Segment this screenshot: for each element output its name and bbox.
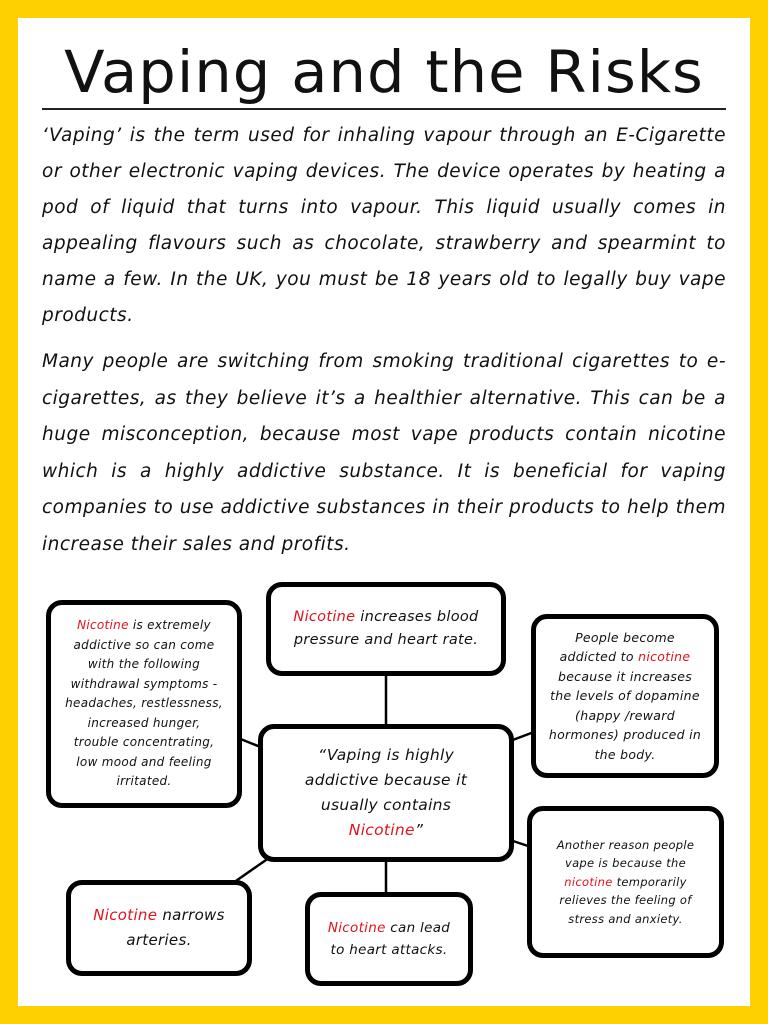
stress-text: Another reason people vape is because the <box>556 837 695 871</box>
center-text: “Vaping is highly addictive because it usually contains <box>304 746 468 814</box>
stress-text-end: temporarily relieves the feeling of stress and anxiety. <box>559 874 692 926</box>
dopamine-text-end: because it increases the levels of dopamine (happy /reward hormones) produced in the body. <box>548 668 702 762</box>
center-node <box>258 724 514 862</box>
misconception-paragraph: Many people are switching from smoking traditional cigarettes to e-cigarettes, as they believe it’s a healthier alternative. This can be a huge misconception, because most vape products contain nicotine which is a highly addictive substance. It is beneficial for vaping companies to use addictive substances in their products to help them increase their sales and profits. <box>42 351 726 555</box>
page-title: Vaping and the Risks <box>64 38 704 106</box>
heart-attacks-highlight: Nicotine <box>327 920 386 936</box>
dopamine-node <box>531 614 719 778</box>
center-text-end: ” <box>414 821 424 839</box>
dopamine-text: People become addicted to <box>559 629 675 665</box>
withdrawal-text: is extremely addictive so can come with the following withdrawal symptoms - headaches, restlessness, increased hunger, trouble concentrating, low mood and feeling irritated. <box>65 618 223 789</box>
poster-page <box>18 18 750 1006</box>
withdrawal-node <box>46 600 242 808</box>
withdrawal-highlight: Nicotine <box>77 618 129 633</box>
heart-attacks-node <box>305 892 473 986</box>
arteries-text: narrows arteries. <box>126 906 225 949</box>
blood-pressure-node <box>266 582 506 676</box>
arteries-highlight: Nicotine <box>93 906 158 924</box>
intro-paragraph: ‘Vaping’ is the term used for inhaling vapour through an E-Cigarette or other electronic vaping devices. The device operates by heating a pod of liquid that turns into vapour. This liquid usually comes in appealing flavours such as chocolate, strawberry and spearmint to name a few. In the UK, you must be 18 years old to legally buy vape products. <box>42 125 726 326</box>
arteries-node <box>66 880 252 976</box>
blood-pressure-text: increases blood pressure and heart rate. <box>293 609 479 648</box>
center-highlight: Nicotine <box>348 821 415 839</box>
blood-pressure-highlight: Nicotine <box>293 609 356 625</box>
stress-node <box>527 806 724 958</box>
dopamine-highlight: nicotine <box>638 649 691 665</box>
stress-highlight: nicotine <box>564 874 613 889</box>
heart-attacks-text: can lead to heart attacks. <box>330 920 451 958</box>
